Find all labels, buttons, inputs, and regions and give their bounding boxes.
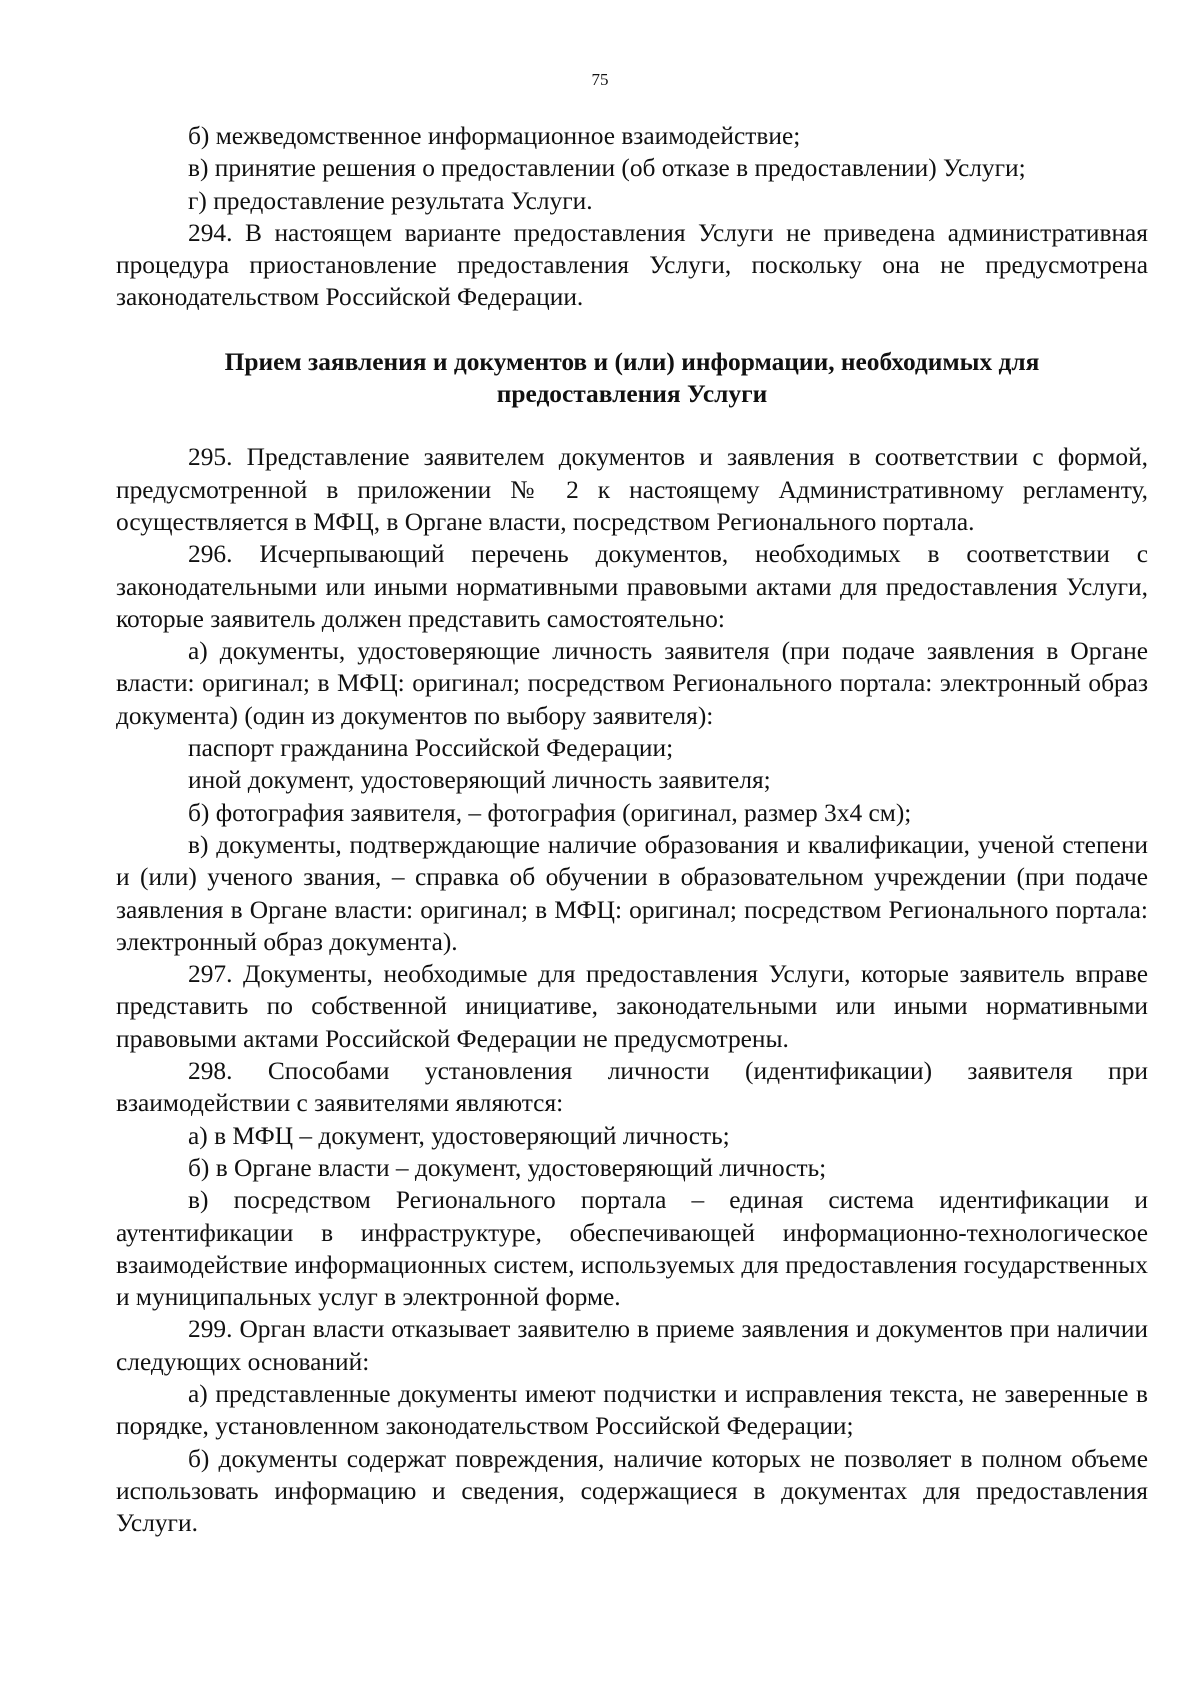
paragraph: 299. Орган власти отказывает заявителю в приеме заявления и документов при наличии следующих оснований: bbox=[116, 1315, 1148, 1376]
paragraph: 297. Документы, необходимые для предоставления Услуги, которые заявитель вправе представить по собственной инициативе, законодательными или иными нормативными правовыми актами Российской Федерации не предусмотрены. bbox=[116, 960, 1148, 1053]
paragraph: б) межведомственное информационное взаимодействие; bbox=[188, 122, 801, 150]
section-heading-line2: предоставления Услуги bbox=[496, 380, 768, 409]
paragraph: 298. Способами установления личности (идентификации) заявителя при взаимодействии с заявителями являются: bbox=[116, 1057, 1148, 1118]
paragraph: паспорт гражданина Российской Федерации; bbox=[188, 734, 674, 763]
paragraph: 295. Представление заявителем документов и заявления в соответствии с формой, предусмотренной в приложении № 2 к настоящему Административному регламенту, осуществляется в МФЦ, в Органе власти, посредством Регионального портала. bbox=[116, 443, 1148, 536]
paragraph: г) предоставление результата Услуги. bbox=[188, 186, 593, 215]
paragraph: 296. Исчерпывающий перечень документов, необходимых в соответствии с законодательными или иными нормативными правовыми актами для предоставления Услуги, которые заявитель должен представить самостоятельно: bbox=[116, 540, 1148, 633]
section-heading bbox=[116, 346, 1148, 411]
paragraph: в) документы, подтверждающие наличие образования и квалификации, ученой степени и (или) ученого звания, – справка об обучении в образовательном учреждении (при подаче заявления в Органе власти: оригинал; в МФЦ: оригинал; посредством Регионального портала: электронный образ документа). bbox=[116, 830, 1148, 956]
paragraph: б) фотография заявителя, – фотография (оригинал, размер 3х4 см); bbox=[188, 798, 912, 827]
paragraph: в) посредством Регионального портала – единая система идентификации и аутентификации в инфраструктуре, обеспечивающей информационно-технологическое взаимодействие информационных систем, используемых для предоставления государственных и муниципальных услуг в электронной форме. bbox=[116, 1186, 1148, 1312]
page-number: 75 bbox=[591, 70, 609, 89]
paragraph: б) в Органе власти – документ, удостоверяющий личность; bbox=[188, 1153, 827, 1182]
paragraph: 294. В настоящем варианте предоставления Услуги не приведена административная процедура приостановление предоставления Услуги, поскольку она не предусмотрена законодательством Российской Федерации. bbox=[116, 218, 1148, 312]
paragraph: б) документы содержат повреждения, наличие которых не позволяет в полном объеме использовать информацию и сведения, содержащиеся в документах для предоставления Услуги. bbox=[116, 1444, 1148, 1538]
paragraph: а) документы, удостоверяющие личность заявителя (при подаче заявления в Органе власти: оригинал; в МФЦ: оригинал; посредством Регионального портала: электронный образ документа) (один из документов по выбору заявителя): bbox=[116, 637, 1148, 730]
section-heading-line1: Прием заявления и документов и (или) информации, необходимых для bbox=[224, 347, 1040, 376]
paragraph: иной документ, удостоверяющий личность заявителя; bbox=[188, 766, 771, 795]
paragraph: а) представленные документы имеют подчистки и исправления текста, не заверенные в порядке, установленном законодательством Российской Федерации; bbox=[116, 1379, 1148, 1441]
paragraph: в) принятие решения о предоставлении (об отказе в предоставлении) Услуги; bbox=[188, 154, 1026, 183]
document-body bbox=[116, 120, 1148, 1539]
paragraph: а) в МФЦ – документ, удостоверяющий личность; bbox=[188, 1121, 730, 1150]
